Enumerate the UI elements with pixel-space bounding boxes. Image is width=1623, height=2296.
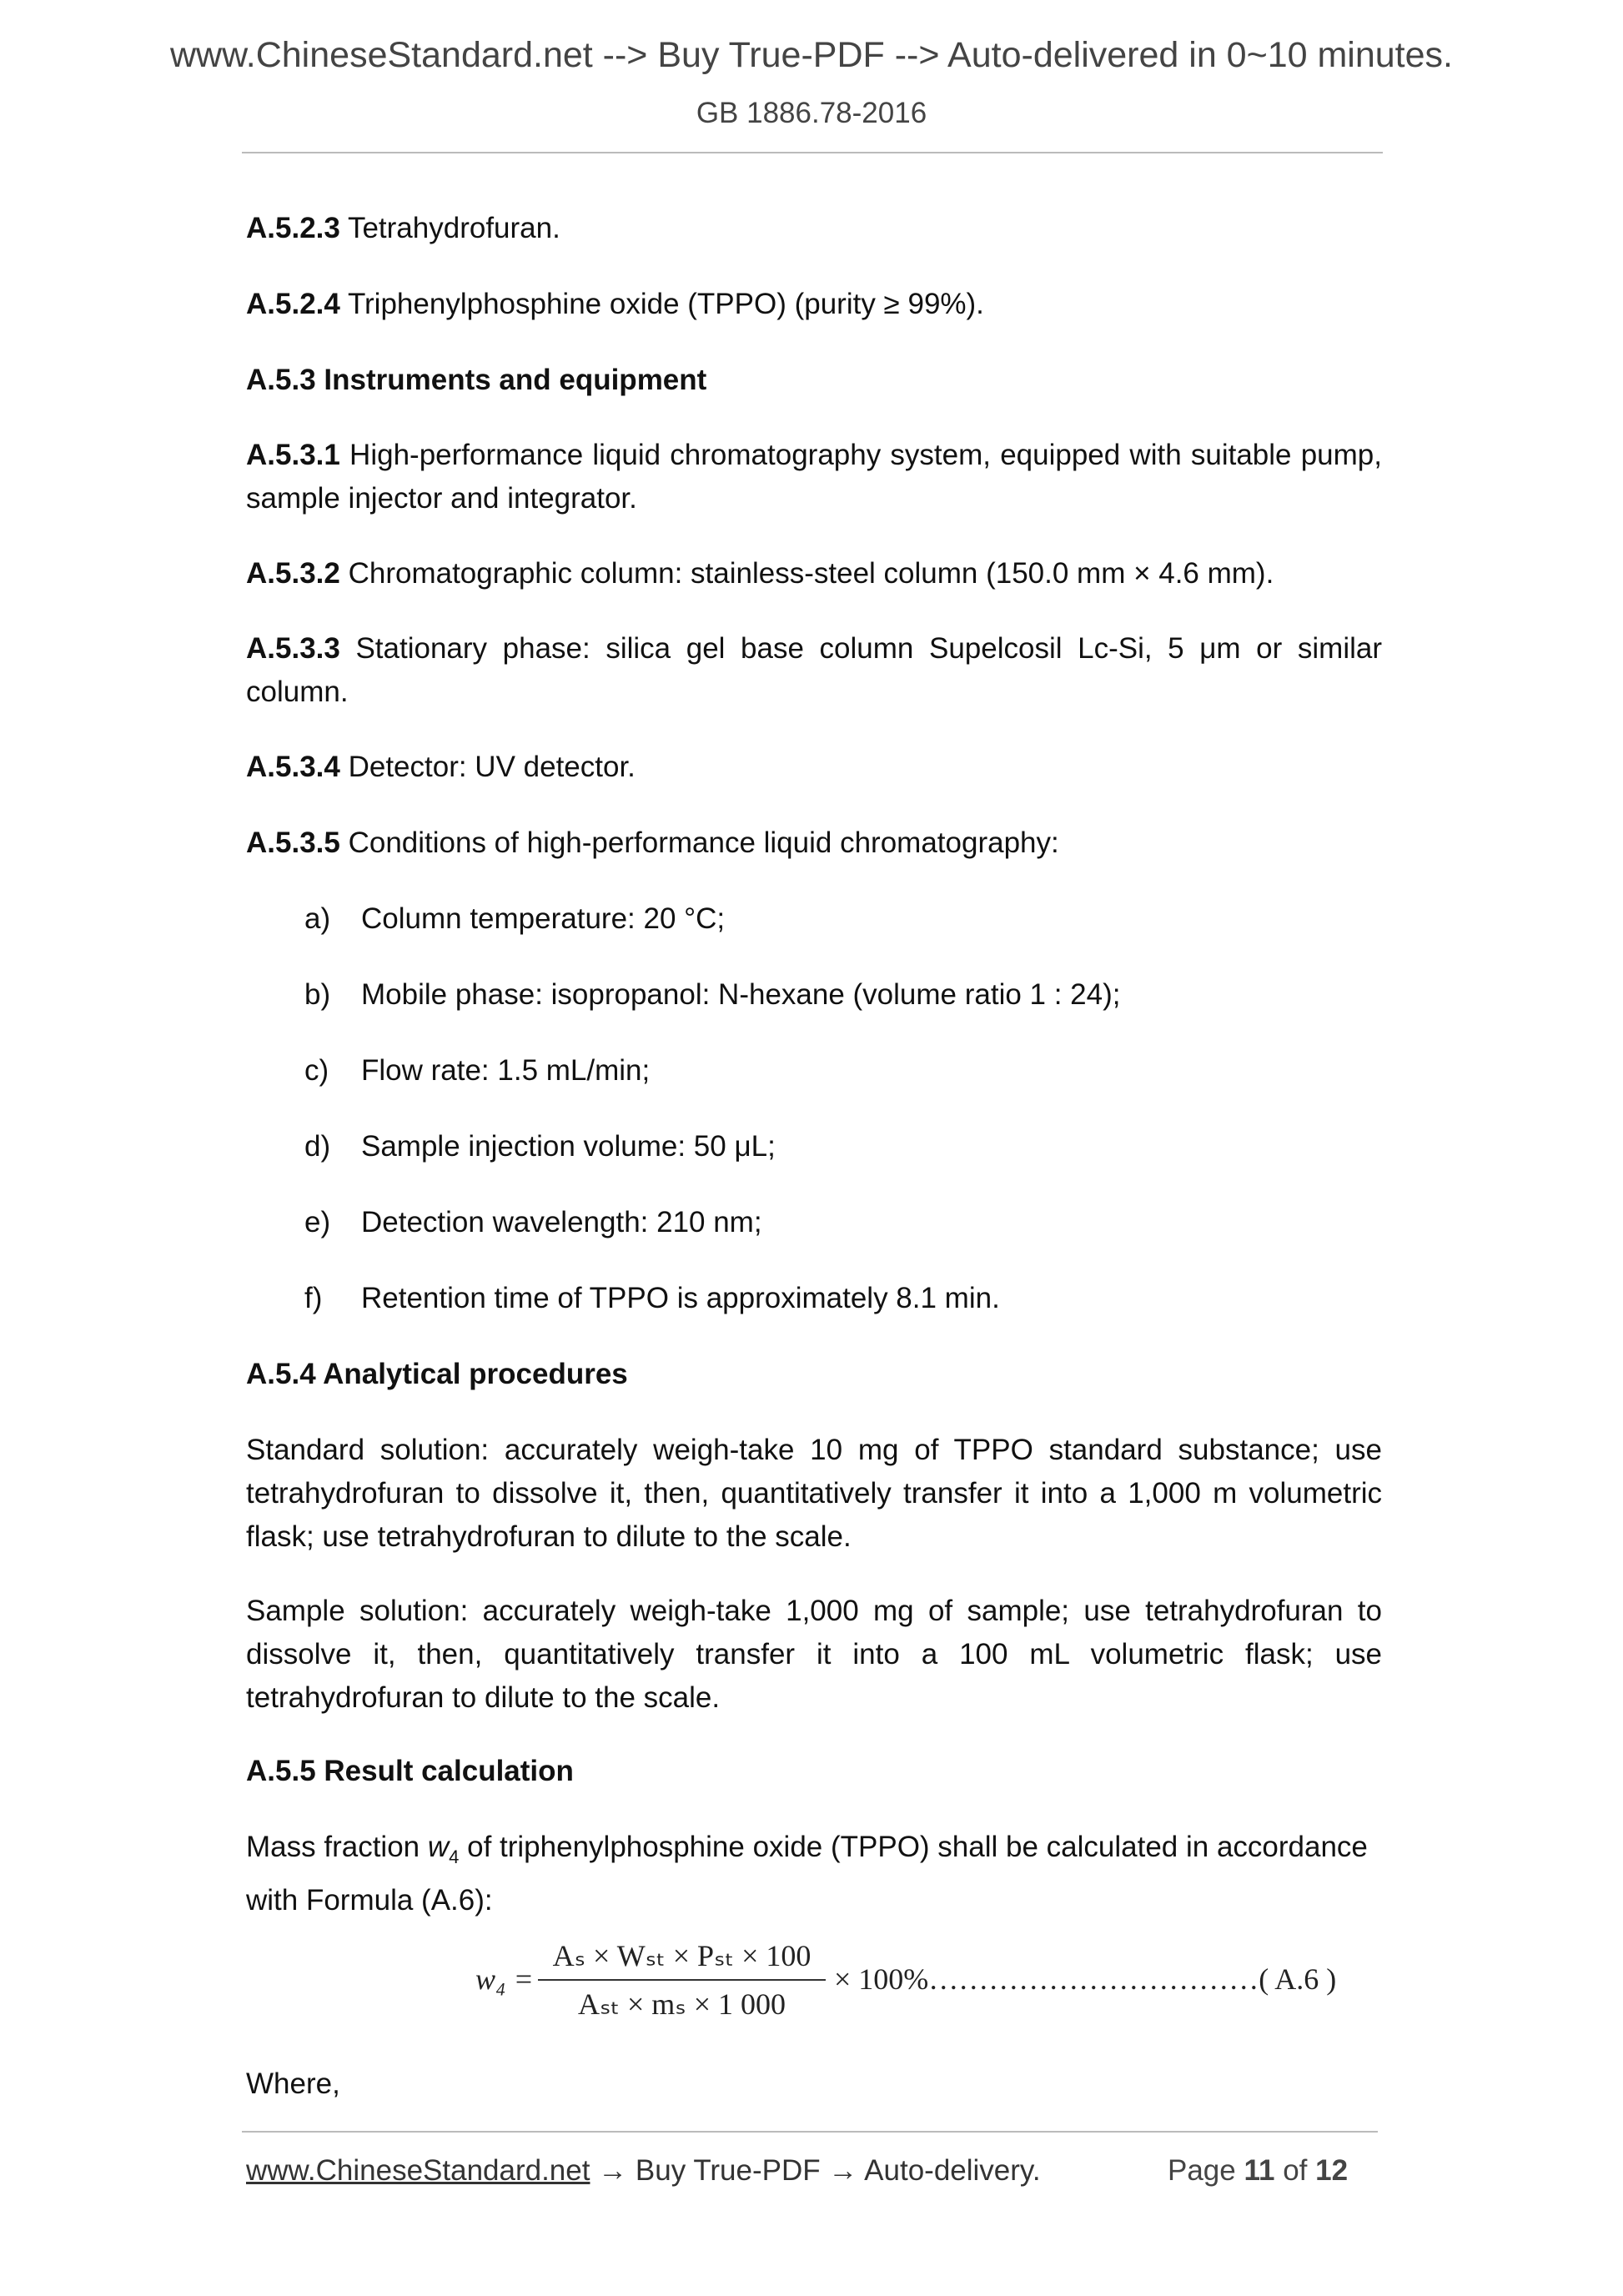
clause-text: High-performance liquid chromatography system, equipped with suitable pump, sample injector and integrator. xyxy=(246,439,1382,515)
section-title: Result calculation xyxy=(315,1755,574,1787)
where-label: Where, xyxy=(246,2067,340,2100)
section-number: A.5.5 xyxy=(246,1755,316,1787)
clause-a534 xyxy=(246,746,1382,789)
condition-label: d) xyxy=(304,1130,331,1163)
clause-a523 xyxy=(246,207,1382,250)
page-indicator xyxy=(1168,2154,1348,2188)
clause-number: A.5.2.3 xyxy=(246,212,340,244)
formula-fraction xyxy=(538,1935,826,2025)
clause-text: Detector: UV detector. xyxy=(339,751,636,783)
section-heading-a55 xyxy=(246,1750,1382,1793)
clause-a535 xyxy=(246,821,1382,865)
document-id: GB 1886.78-2016 xyxy=(696,97,927,129)
condition-text: Sample injection volume: 50 μL; xyxy=(361,1130,776,1163)
formula-lhs: w₄ = xyxy=(475,1962,534,1996)
clause-a533 xyxy=(246,627,1382,714)
condition-text: Retention time of TPPO is approximately 8.1 min. xyxy=(361,1282,1000,1314)
header-divider xyxy=(242,152,1383,153)
clause-number: A.5.3.5 xyxy=(246,826,340,859)
condition-item xyxy=(304,1125,1347,1168)
clause-text: Chromatographic column: stainless-steel column (150.0 mm × 4.6 mm). xyxy=(339,557,1274,590)
mass-fraction-before: Mass fraction xyxy=(246,1831,428,1863)
section-number: A.5.3 xyxy=(246,364,316,396)
formula-tail: × 100%……………………………( A.6 ) xyxy=(834,1962,1337,1996)
condition-item xyxy=(304,1277,1347,1320)
clause-number: A.5.3.1 xyxy=(246,439,340,471)
condition-text: Flow rate: 1.5 mL/min; xyxy=(361,1054,651,1087)
page-of: of xyxy=(1274,2154,1316,2187)
clause-a524 xyxy=(246,283,1382,326)
condition-text: Mobile phase: isopropanol: N-hexane (volume ratio 1 : 24); xyxy=(361,978,1121,1011)
section-title: Instruments and equipment xyxy=(315,364,707,396)
clause-text: Triphenylphosphine oxide (TPPO) (purity ≥ 99%). xyxy=(339,288,984,320)
section-heading-a54 xyxy=(246,1353,1382,1396)
clause-a532 xyxy=(246,552,1382,595)
standard-solution-paragraph: Standard solution: accurately weigh-take 10 mg of TPPO standard substance; use tetrahydrofuran to dissolve it, then, quantitatively transfer it into a 1,000 m volumetric flask; use tetrahydrofuran to dilute to the scale. xyxy=(246,1434,1382,1553)
condition-text: Column temperature: 20 °C; xyxy=(361,902,726,935)
clause-text: Stationary phase: silica gel base column Supelcosil Lc-Si, 5 μm or similar column. xyxy=(246,632,1382,708)
clause-text: Conditions of high-performance liquid chromatography: xyxy=(339,826,1059,859)
footer-link-group xyxy=(246,2154,1041,2188)
footer-divider xyxy=(242,2131,1378,2133)
formula-numerator: Aₛ × Wₛₜ × Pₛₜ × 100 xyxy=(552,1939,812,1972)
page-total: 12 xyxy=(1315,2154,1349,2187)
clause-number: A.5.2.4 xyxy=(246,288,340,320)
sample-solution-paragraph: Sample solution: accurately weigh-take 1,000 mg of sample; use tetrahydrofuran to dissolve it, then, quantitatively transfer it into a 100 mL volumetric flask; use tetrahydrofuran to dilute to the scale. xyxy=(246,1595,1382,1714)
mass-fraction-subscript: 4 xyxy=(449,1846,460,1867)
condition-label: c) xyxy=(304,1054,329,1087)
mass-fraction-paragraph xyxy=(246,1826,1382,1922)
clause-a531 xyxy=(246,434,1382,520)
section-heading-a53 xyxy=(246,359,1382,402)
condition-item xyxy=(304,897,1347,941)
condition-label: e) xyxy=(304,1206,331,1238)
clause-text: Tetrahydrofuran. xyxy=(339,212,560,244)
footer-tagline: → Buy True-PDF → Auto-delivery. xyxy=(590,2154,1041,2187)
clause-number: A.5.3.4 xyxy=(246,751,340,783)
mass-fraction-variable: w xyxy=(427,1831,450,1863)
condition-item xyxy=(304,1201,1347,1244)
page-current: 11 xyxy=(1244,2154,1275,2187)
condition-item xyxy=(304,973,1347,1017)
footer-url-link[interactable]: www.ChineseStandard.net xyxy=(246,2154,590,2187)
page-label: Page xyxy=(1168,2154,1244,2187)
section-number: A.5.4 xyxy=(246,1358,316,1390)
condition-label: f) xyxy=(304,1282,323,1314)
clause-number: A.5.3.2 xyxy=(246,557,340,590)
section-title: Analytical procedures xyxy=(315,1358,628,1390)
condition-item xyxy=(304,1049,1347,1093)
clause-number: A.5.3.3 xyxy=(246,632,340,665)
formula-a6 xyxy=(475,1935,1393,2027)
condition-label: b) xyxy=(304,978,331,1011)
header-banner-link[interactable]: www.ChineseStandard.net --> Buy True-PDF --> Auto-delivered in 0~10 minutes. xyxy=(169,35,1453,75)
condition-text: Detection wavelength: 210 nm; xyxy=(361,1206,762,1238)
fraction-bar xyxy=(538,1979,826,1981)
formula-denominator: Aₛₜ × mₛ × 1 000 xyxy=(577,1987,786,2021)
mass-fraction-after: of triphenylphosphine oxide (TPPO) shall be calculated in accordance with Formula (A.6): xyxy=(246,1831,1368,1917)
condition-label: a) xyxy=(304,902,331,935)
